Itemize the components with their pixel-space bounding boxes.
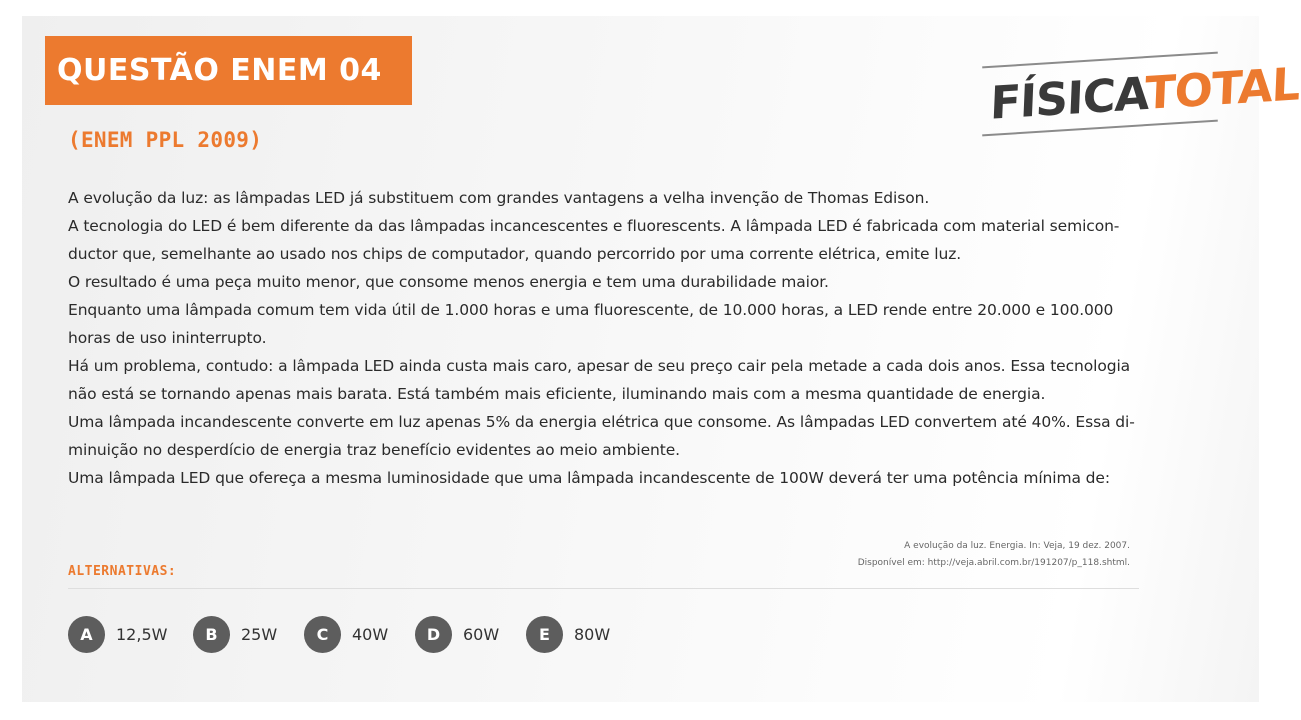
alternatives-divider — [68, 588, 1139, 589]
question-title-banner — [45, 36, 412, 105]
logo-word-fisica: FÍSICA — [989, 66, 1147, 130]
option-value: 12,5W — [116, 624, 168, 644]
option-value: 25W — [241, 624, 278, 644]
alternatives-label: ALTERNATIVAS: — [68, 564, 177, 579]
option-value: 80W — [574, 624, 611, 644]
option-c[interactable] — [304, 614, 388, 654]
option-letter-badge: E — [526, 616, 563, 653]
question-line: horas de uso ininterrupto. — [68, 329, 267, 347]
citation-line: Disponível em: http://veja.abril.com.br/191207/p_118.shtml. — [857, 558, 1130, 568]
question-line: ductor que, semelhante ao usado nos chips de computador, quando percorrido por uma corrente elétrica, emite luz. — [68, 245, 962, 263]
source-citation — [858, 538, 1130, 572]
option-value: 60W — [463, 624, 500, 644]
question-title: QUESTÃO ENEM 04 — [57, 53, 382, 88]
fisica-total-logo — [978, 44, 1301, 144]
option-letter-badge: A — [68, 616, 105, 653]
option-a[interactable] — [68, 614, 167, 654]
option-d[interactable] — [415, 614, 499, 654]
exam-source: (ENEM PPL 2009) — [68, 128, 263, 152]
question-line: não está se tornando apenas mais barata. Está também mais eficiente, iluminando mais com a mesma quantidade de energia. — [68, 385, 1046, 403]
option-letter-badge: D — [415, 616, 452, 653]
question-line: Há um problema, contudo: a lâmpada LED ainda custa mais caro, apesar de seu preço cair pela metade a cada dois anos. Essa tecnologia — [68, 357, 1131, 375]
question-line: O resultado é uma peça muito menor, que consome menos energia e tem uma durabilidade maior. — [68, 273, 829, 291]
question-line: Enquanto uma lâmpada comum tem vida útil de 1.000 horas e uma fluorescente, de 10.000 horas, a LED rende entre 20.000 e 100.000 — [68, 301, 1114, 319]
option-value: 40W — [352, 624, 389, 644]
question-line: A evolução da luz: as lâmpadas LED já substituem com grandes vantagens a velha invenção de Thomas Edison. — [68, 189, 930, 207]
question-line: Uma lâmpada incandescente converte em luz apenas 5% da energia elétrica que consome. As lâmpadas LED convertem até 40%. Essa di- — [68, 413, 1135, 431]
option-e[interactable] — [526, 614, 610, 654]
logo-word-total: TOTAL — [1143, 57, 1301, 121]
option-letter-badge: B — [193, 616, 230, 653]
option-b[interactable] — [193, 614, 277, 654]
question-line: minuição no desperdício de energia traz benefício evidentes ao meio ambiente. — [68, 441, 680, 459]
question-line: Uma lâmpada LED que ofereça a mesma luminosidade que uma lâmpada incandescente de 100W deverá ter uma potência mínima de: — [68, 469, 1110, 487]
question-text — [68, 184, 1143, 492]
citation-line: A evolução da luz. Energia. In: Veja, 19 dez. 2007. — [904, 541, 1130, 551]
question-line: A tecnologia do LED é bem diferente da das lâmpadas incancescentes e fluorescents. A lâmpada LED é fabricada com material semicon- — [68, 217, 1120, 235]
option-letter-badge: C — [304, 616, 341, 653]
